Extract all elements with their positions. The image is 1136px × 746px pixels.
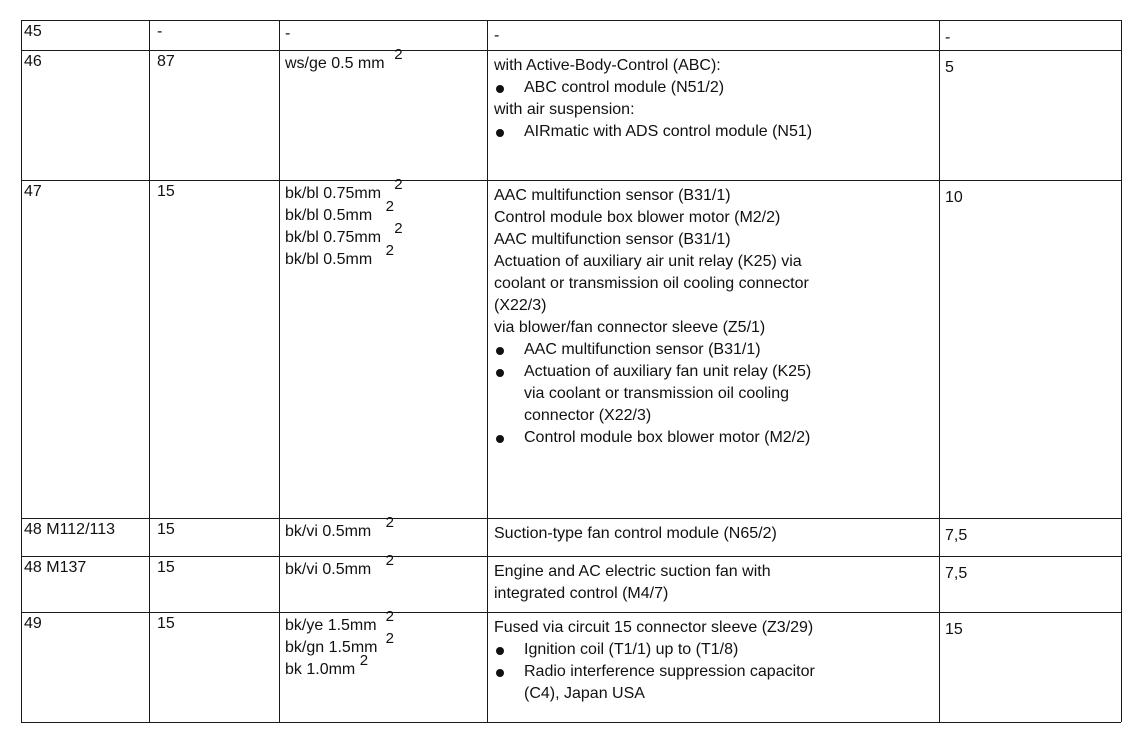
wire-spec: bk/vi 0.5mm bbox=[285, 561, 372, 578]
wire-spec: - bbox=[285, 25, 291, 42]
fuse-number: 48 M112/113 bbox=[24, 521, 116, 538]
table-column-border bbox=[279, 20, 280, 722]
description-bullet-continuation: via coolant or transmission oil cooling bbox=[524, 385, 790, 402]
table-row-border bbox=[21, 50, 1121, 51]
description-line: AAC multifunction sensor (B31/1) bbox=[494, 231, 731, 248]
wire-spec: bk/vi 0.5mm bbox=[285, 523, 372, 540]
description-bullet-continuation: (C4), Japan USA bbox=[524, 685, 645, 702]
wire-cross-section-exponent: 2 bbox=[385, 552, 394, 569]
wire-cross-section-exponent: 2 bbox=[394, 46, 403, 63]
wire-spec: bk/bl 0.5mm bbox=[285, 207, 373, 224]
description-bullet-item: ABC control module (N51/2) bbox=[524, 79, 725, 96]
table-row-border bbox=[21, 518, 1121, 519]
bullet-icon bbox=[496, 129, 504, 137]
wire-spec: bk/bl 0.75mm bbox=[285, 185, 382, 202]
description-bullet-item: AAC multifunction sensor (B31/1) bbox=[524, 341, 761, 358]
description-line: with Active-Body-Control (ABC): bbox=[494, 57, 721, 74]
table-column-border bbox=[487, 20, 488, 722]
wire-spec: bk/bl 0.75mm bbox=[285, 229, 382, 246]
description-bullet-item: Actuation of auxiliary fan unit relay (K25) bbox=[524, 363, 812, 380]
wire-cross-section-exponent: 2 bbox=[385, 198, 394, 215]
fuse-number: 48 M137 bbox=[24, 559, 87, 576]
circuit-number: 15 bbox=[157, 615, 175, 632]
fuse-rating-amps: 7,5 bbox=[945, 527, 968, 544]
circuit-number: 87 bbox=[157, 53, 175, 70]
fuse-rating-amps: - bbox=[945, 29, 951, 46]
bullet-icon bbox=[496, 669, 504, 677]
description-bullet-item: Control module box blower motor (M2/2) bbox=[524, 429, 811, 446]
circuit-number: 15 bbox=[157, 559, 175, 576]
wire-cross-section-exponent: 2 bbox=[359, 652, 369, 669]
fuse-number: 49 bbox=[24, 615, 42, 632]
description-line: - bbox=[494, 27, 500, 44]
circuit-number: - bbox=[157, 23, 163, 40]
table-column-border bbox=[939, 20, 940, 722]
circuit-number: 15 bbox=[157, 521, 175, 538]
bullet-icon bbox=[496, 435, 504, 443]
wire-spec: bk/bl 0.5mm bbox=[285, 251, 373, 268]
table-row-border bbox=[21, 612, 1121, 613]
fuse-number: 46 bbox=[24, 53, 42, 70]
table-row-border bbox=[21, 556, 1121, 557]
wire-spec: bk/gn 1.5mm bbox=[285, 639, 378, 656]
fuse-number: 47 bbox=[24, 183, 42, 200]
wire-spec: ws/ge 0.5 mm bbox=[285, 55, 385, 72]
wire-cross-section-exponent: 2 bbox=[394, 176, 403, 193]
fuse-rating-amps: 7,5 bbox=[945, 565, 968, 582]
table-column-border bbox=[21, 20, 22, 722]
bullet-icon bbox=[496, 347, 504, 355]
fuse-rating-amps: 10 bbox=[945, 189, 963, 206]
wire-cross-section-exponent: 2 bbox=[385, 630, 394, 647]
description-line: Engine and AC electric suction fan with bbox=[494, 563, 771, 580]
description-line: integrated control (M4/7) bbox=[494, 585, 669, 602]
wire-spec: bk/ye 1.5mm bbox=[285, 617, 377, 634]
bullet-icon bbox=[496, 647, 504, 655]
table-row-border bbox=[21, 722, 1121, 723]
description-bullet-item: Radio interference suppression capacitor bbox=[524, 663, 815, 680]
wire-cross-section-exponent: 2 bbox=[385, 608, 394, 625]
table-column-border bbox=[149, 20, 150, 722]
description-line: via blower/fan connector sleeve (Z5/1) bbox=[494, 319, 766, 336]
description-line: Control module box blower motor (M2/2) bbox=[494, 209, 781, 226]
description-line: Fused via circuit 15 connector sleeve (Z3/29) bbox=[494, 619, 814, 636]
bullet-icon bbox=[496, 85, 504, 93]
bullet-icon bbox=[496, 369, 504, 377]
table-row-border bbox=[21, 180, 1121, 181]
description-line: Suction-type fan control module (N65/2) bbox=[494, 525, 777, 542]
description-line: Actuation of auxiliary air unit relay (K25) via bbox=[494, 253, 802, 270]
fuse-rating-amps: 5 bbox=[945, 59, 954, 76]
circuit-number: 15 bbox=[157, 183, 175, 200]
description-line: (X22/3) bbox=[494, 297, 547, 314]
description-line: with air suspension: bbox=[494, 101, 635, 118]
description-line: coolant or transmission oil cooling connector bbox=[494, 275, 809, 292]
description-bullet-item: AIRmatic with ADS control module (N51) bbox=[524, 123, 813, 140]
fuse-number: 45 bbox=[24, 23, 42, 40]
description-line: AAC multifunction sensor (B31/1) bbox=[494, 187, 731, 204]
wire-spec: bk 1.0mm bbox=[285, 661, 356, 678]
table-row-border bbox=[21, 20, 1121, 21]
wire-cross-section-exponent: 2 bbox=[385, 514, 394, 531]
wire-cross-section-exponent: 2 bbox=[385, 242, 394, 259]
description-bullet-continuation: connector (X22/3) bbox=[524, 407, 652, 424]
table-column-border bbox=[1121, 20, 1122, 722]
description-bullet-item: Ignition coil (T1/1) up to (T1/8) bbox=[524, 641, 739, 658]
wire-cross-section-exponent: 2 bbox=[394, 220, 403, 237]
fuse-rating-amps: 15 bbox=[945, 621, 963, 638]
